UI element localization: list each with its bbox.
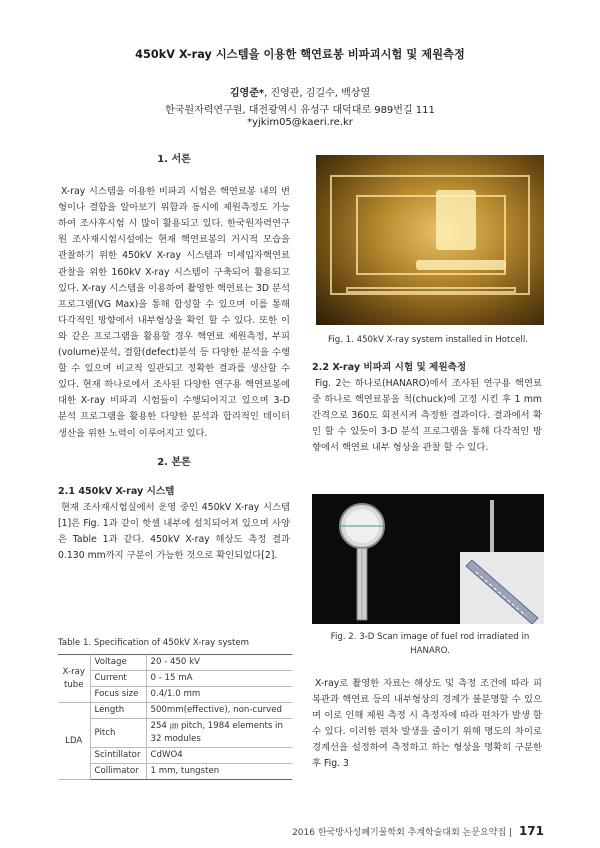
- table-value-cell: 254 ㎛ pitch, 1984 elements in 32 modules: [146, 719, 292, 748]
- table-label-cell: Pitch: [90, 719, 146, 748]
- table-label-cell: Current: [90, 671, 146, 687]
- table-label-cell: Focus size: [90, 687, 146, 703]
- fig2-caption: Fig. 2. 3-D Scan image of fuel rod irradiated in HANARO.: [330, 632, 530, 656]
- subsection-2-2-heading: 2.2 X-ray 비파괴 시험 및 제원측정: [312, 362, 467, 373]
- table-group-cell: LDA: [58, 703, 90, 780]
- journal-name: 2016 한국방사성폐기물학회 추계학술대회 논문요약집: [292, 828, 507, 838]
- paper-title: 450kV X-ray 시스템을 이용한 핵연료봉 비파괴시험 및 제원측정: [135, 48, 465, 61]
- footer-separator: |: [509, 828, 513, 838]
- body-heading: 2. 본론: [157, 456, 191, 468]
- table-group-cell: X-ray tube: [58, 655, 90, 703]
- xray-hotcell-photo: [316, 155, 544, 325]
- corresponding-email: *yjkim05@kaeri.re.kr: [247, 117, 353, 128]
- table-row: [58, 655, 292, 671]
- spec-table: [58, 654, 292, 780]
- intro-heading: 1. 서론: [157, 154, 191, 165]
- table-value-cell: 20 - 450 kV: [146, 655, 292, 671]
- table-label-cell: Collimator: [90, 764, 146, 780]
- table-value-cell: 0 - 15 mA: [146, 671, 292, 687]
- page-number: 171: [518, 824, 544, 838]
- fig1-caption: Fig. 1. 450kV X-ray system installed in Hotcell.: [328, 335, 528, 345]
- table-label-cell: Scintillator: [90, 748, 146, 764]
- right-column-bottom: [312, 676, 542, 773]
- table-label-cell: Voltage: [90, 655, 146, 671]
- subsection-2-1-heading: 2.1 450kV X-ray 시스템: [58, 485, 175, 497]
- table-row: [58, 703, 292, 719]
- table-row: [58, 764, 292, 780]
- page-footer: [292, 824, 544, 838]
- subsection-2-2-paragraph: Fig. 2는 하나로(HANARO)에서 조사된 연구용 핵연료 중 하나로 핵연료봉을 척(chuck)에 고정 시킨 후 1 mm 간격으로 360도 회전시켜 측정한 결과이다. 결과에서 확인 할 수 있듯이 3-D 분석 프로그램을 통해 다각적인 방향에서 핵연료 내부 형상을 관찰 할 수 있다.: [312, 378, 542, 454]
- right-column: [312, 360, 542, 457]
- table-value-cell: 1 mm, tungsten: [146, 764, 292, 780]
- affiliation: 한국원자력연구원, 대전광역시 유성구 대덕대로 989번길 111: [165, 105, 435, 116]
- table-row: [58, 748, 292, 764]
- coauthors: , 진영관, 김길수, 백상열: [264, 88, 371, 99]
- left-column: [58, 152, 290, 564]
- table-value-cell: 0.4/1.0 mm: [146, 687, 292, 703]
- lead-author: 김영준*: [229, 88, 265, 99]
- table-label-cell: Length: [90, 703, 146, 719]
- table-value-cell: CdWO4: [146, 748, 292, 764]
- intro-paragraph: X-ray 시스템을 이용한 비파괴 시험은 핵연료봉 내의 변형이나 결함을 알아보기 위함과 동시에 제원측정도 가능하여 조사후시험 시 많이 활용되고 있다. 한국원자력연구원 조사재시험시설에는 현재 핵연료봉의 거시적 모습을 관찰하기 위한 450kV X-ray 시스템과 미세입자핵연료 관찰을 위한 160kV X-ray 시스템이 구축되어 활용되고 있다. X-ray 시스템을 이용하여 촬영한 핵연료는 3D 분석프로그램(VG Max)을 통해 합성할 수 있으며 이를 통해 다각적인 방향에서 내부형상을 확인 할 수 있다. 또한 이와 같은 프로그램을 활용할 경우 핵연료 제원측정, 부피(volume)분석, 결함(defect)분석 등 다양한 분석을 수행할 수 있으며 비교적 일관되고 정확한 결과를 생산할 수 있다. 현재 하나로에서 조사된 다양한 연구용 핵연료봉에 대한 X-ray 비파괴 시험들이 수행되어지고 있으며 3-D 분석 프로그램을 활용한 다양한 분석과 합리적인 데이터 생산을 위한 노력이 이루어지고 있다.: [58, 186, 290, 439]
- fig3-lead-paragraph: X-ray로 촬영한 자료는 해상도 및 측정 조건에 따라 피복관과 핵연료 등의 내부형상의 경계가 불분명할 수 있으며 이로 인해 제원 측정 시 측정자에 따라 편차가 발생 할 수 있다. 이러한 편차 발생을 줄이기 위해 명도의 차이로 경계선을 설정하여 측정하고 하는 형상을 명확히 구분한 후 Fig. 3: [312, 678, 542, 770]
- table-caption: Table 1. Specification of 450kV X-ray system: [58, 638, 250, 648]
- table-value-cell: 500mm(effective), non-curved: [146, 703, 292, 719]
- table-row: [58, 687, 292, 703]
- author-line: [0, 84, 600, 99]
- table-row: [58, 719, 292, 748]
- table-row: [58, 671, 292, 687]
- subsection-2-1-paragraph: 현재 조사재시험실에서 운영 중인 450kV X-ray 시스템[1]은 Fig. 1과 같이 핫셀 내부에 설치되어져 있으며 사양은 Table 1과 같다. 450kV X-ray 해상도 측정 결과 0.130 mm까지 구분이 가능한 것으로 확인되었다[2].: [58, 501, 290, 562]
- fuel-rod-3d-scan-image: [312, 494, 544, 624]
